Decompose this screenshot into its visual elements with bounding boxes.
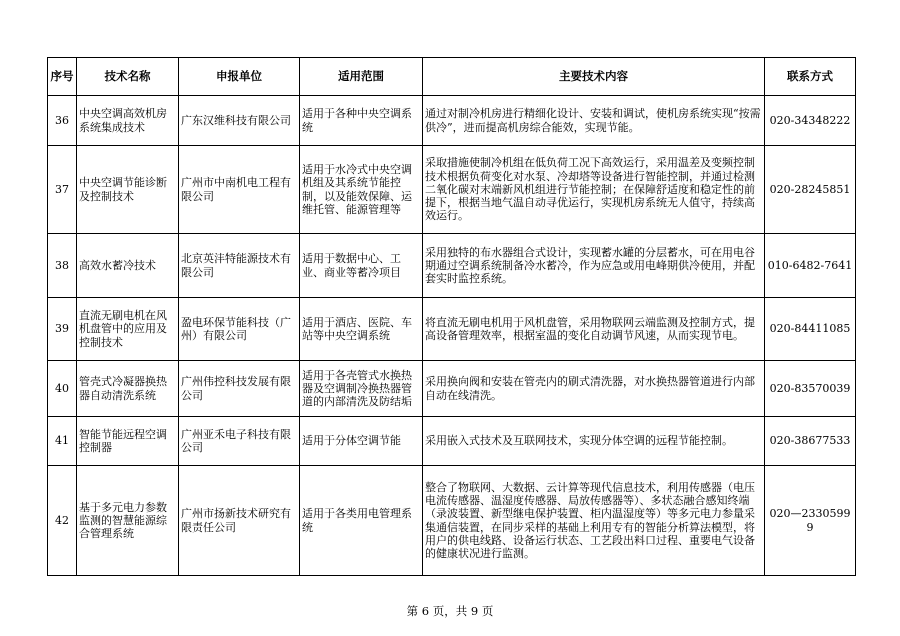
table-row <box>48 361 856 417</box>
row-content: 采用独特的布水器组合式设计，实现蓄水罐的分层蓄水，可在用电谷期通过空调系统制备冷水蓄冷，作为应急或用电峰期供冷使用，并配套实时监控系统。 <box>423 234 765 298</box>
header-content: 主要技术内容 <box>423 58 765 96</box>
table-row <box>48 298 856 361</box>
row-name: 基于多元电力参数监测的智慧能源综合管理系统 <box>77 466 179 576</box>
table-row <box>48 146 856 234</box>
row-name: 智能节能远程空调控制器 <box>77 417 179 466</box>
row-unit: 盈电环保节能科技（广州）有限公司 <box>179 298 300 361</box>
page-footer: 第 6 页，共 9 页 <box>406 604 494 618</box>
row-contact: 020—23305999 <box>765 466 856 576</box>
row-scope: 适用于各壳管式水换热器及空调制冷换热器管道的内部清洗及防结垢 <box>300 361 423 417</box>
row-contact: 020-83570039 <box>765 361 856 417</box>
table-header-row <box>48 58 856 96</box>
table-row <box>48 466 856 576</box>
row-contact: 020-34348222 <box>765 96 856 146</box>
row-name: 高效水蓄冷技术 <box>77 234 179 298</box>
row-name: 中央空调高效机房系统集成技术 <box>77 96 179 146</box>
table-row <box>48 417 856 466</box>
row-unit: 广州伟控科技发展有限公司 <box>179 361 300 417</box>
row-no: 37 <box>48 146 77 234</box>
header-scope: 适用范围 <box>300 58 423 96</box>
row-content: 采取措施使制冷机组在低负荷工况下高效运行，采用温差及变频控制技术根据负荷变化对水泵、冷却塔等设备进行智能控制，并通过检测二氧化碳对末端新风机组进行节能控制；在保障舒适度和稳定性的前提下，根据当地气温自动寻优运行，实现机房系统无人值守，持续高效运行。 <box>423 146 765 234</box>
row-no: 42 <box>48 466 77 576</box>
row-name: 中央空调节能诊断及控制技术 <box>77 146 179 234</box>
row-no: 38 <box>48 234 77 298</box>
row-no: 40 <box>48 361 77 417</box>
header-name: 技术名称 <box>77 58 179 96</box>
technology-table <box>47 57 856 576</box>
row-no: 41 <box>48 417 77 466</box>
row-content: 通过对制冷机房进行精细化设计、安装和调试，使机房系统实现“按需供冷”，进而提高机房综合能效，实现节能。 <box>423 96 765 146</box>
row-name: 管壳式冷凝器换热器自动清洗系统 <box>77 361 179 417</box>
row-no: 36 <box>48 96 77 146</box>
row-contact: 020-84411085 <box>765 298 856 361</box>
row-unit: 广州亚禾电子科技有限公司 <box>179 417 300 466</box>
row-unit: 北京英沣特能源技术有限公司 <box>179 234 300 298</box>
row-contact: 010-6482-7641 <box>765 234 856 298</box>
row-no: 39 <box>48 298 77 361</box>
row-content: 整合了物联网、大数据、云计算等现代信息技术，利用传感器（电压电流传感器、温湿度传感器、局放传感器等）、多状态融合感知终端（录波装置、新型继电保护装置、柜内温湿度等）等多元电力参量采集通信装置，在同步采样的基础上利用专有的智能分析算法模型，将用户的供电线路、设备运行状态、工艺段出料口过程、重要电气设备的健康状况进行监测。 <box>423 466 765 576</box>
row-unit: 广东汉维科技有限公司 <box>179 96 300 146</box>
row-scope: 适用于水冷式中央空调机组及其系统节能控制，以及能效保障、运维托管、能源管理等 <box>300 146 423 234</box>
row-scope: 适用于分体空调节能 <box>300 417 423 466</box>
row-contact: 020-28245851 <box>765 146 856 234</box>
table-row <box>48 234 856 298</box>
row-scope: 适用于各类用电管理系统 <box>300 466 423 576</box>
row-content: 采用换向阀和安装在管壳内的刷式清洗器，对水换热器管道进行内部自动在线清洗。 <box>423 361 765 417</box>
row-scope: 适用于各种中央空调系统 <box>300 96 423 146</box>
row-content: 将直流无刷电机用于风机盘管，采用物联网云端监测及控制方式，提高设备管理效率，根据室温的变化自动调节风速，从而实现节电。 <box>423 298 765 361</box>
table-row <box>48 96 856 146</box>
row-unit: 广州市中南机电工程有限公司 <box>179 146 300 234</box>
row-unit: 广州市扬新技术研究有限责任公司 <box>179 466 300 576</box>
row-contact: 020-38677533 <box>765 417 856 466</box>
row-name: 直流无刷电机在风机盘管中的应用及控制技术 <box>77 298 179 361</box>
row-scope: 适用于酒店、医院、车站等中央空调系统 <box>300 298 423 361</box>
header-unit: 申报单位 <box>179 58 300 96</box>
row-content: 采用嵌入式技术及互联网技术，实现分体空调的远程节能控制。 <box>423 417 765 466</box>
header-contact: 联系方式 <box>765 58 856 96</box>
header-no: 序号 <box>48 58 77 96</box>
row-scope: 适用于数据中心、工业、商业等蓄冷项目 <box>300 234 423 298</box>
